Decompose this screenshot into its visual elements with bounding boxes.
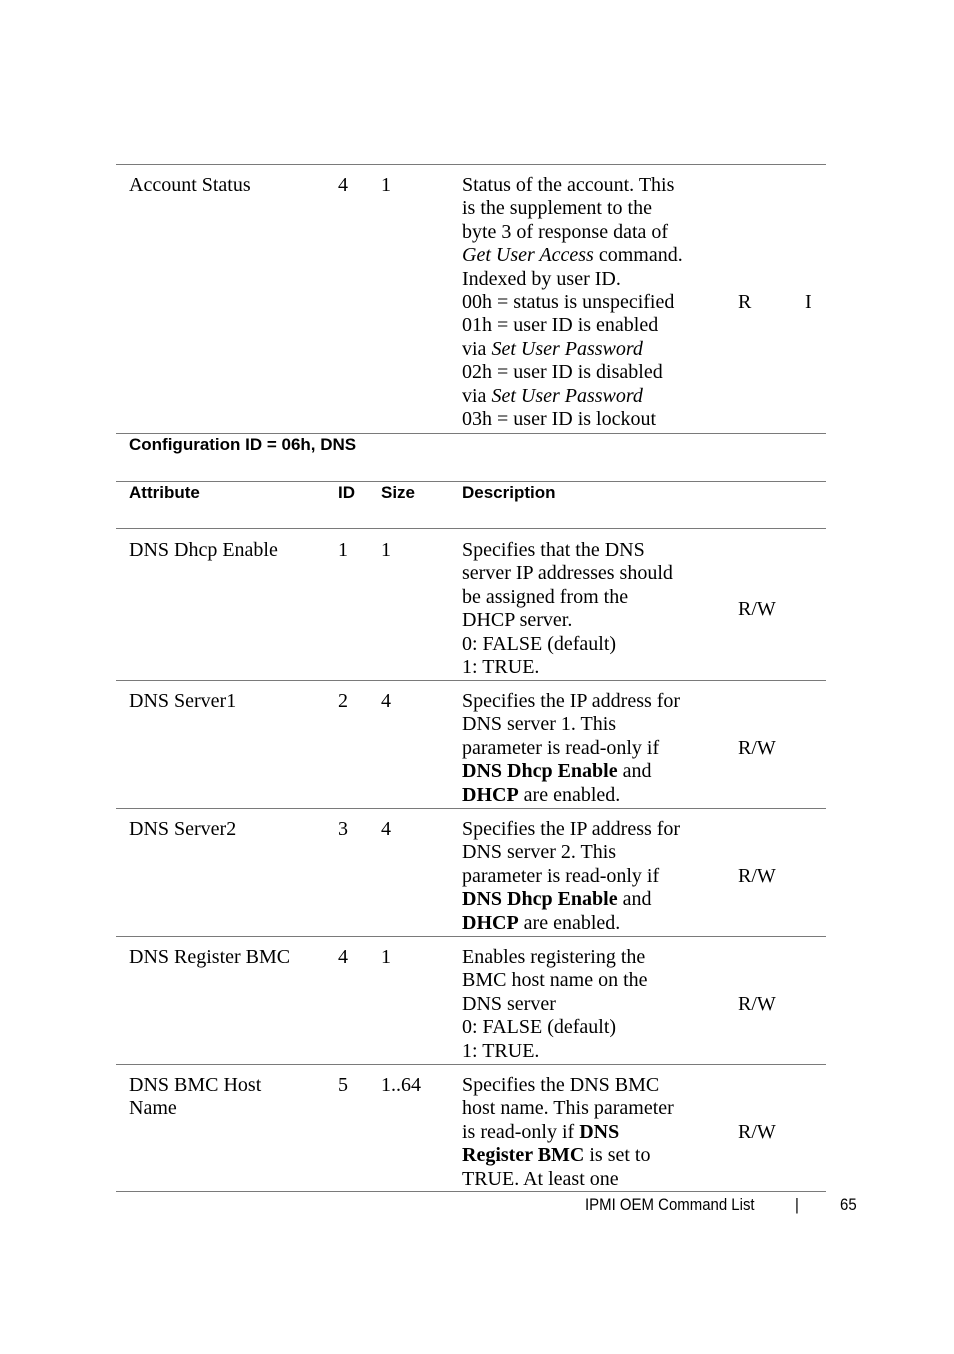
description-line: Enables registering the [462, 946, 646, 968]
configuration-heading: Configuration ID = 06h, DNS [129, 435, 357, 454]
size-cell: 1..64 [381, 1074, 421, 1096]
rule-header-top [116, 481, 826, 482]
rule-after-account-status [116, 433, 826, 434]
description-line: server IP addresses should [462, 562, 673, 585]
description-line: DNS Dhcp Enable and [462, 760, 652, 783]
description-line: DNS server 2. This [462, 841, 617, 864]
rule-row-5 [116, 1191, 826, 1192]
access-cell: R/W [738, 864, 776, 887]
rule-header-bottom [116, 528, 826, 529]
description-line: byte 3 of response data of [462, 220, 669, 243]
footer-title: IPMI OEM Command List [585, 1195, 755, 1214]
description-line: is read-only if DNS [462, 1120, 620, 1143]
description-line: TRUE. At least one [462, 1167, 619, 1190]
description-line: 0: FALSE (default) [462, 1016, 617, 1039]
access-cell: R [738, 291, 752, 313]
description-line: 1: TRUE. [462, 656, 540, 679]
rule-top [116, 164, 826, 165]
description-line: DHCP are enabled. [462, 783, 621, 806]
description-cell [462, 174, 683, 431]
id-cell: 2 [338, 690, 348, 712]
description-line: be assigned from the [462, 585, 629, 608]
description-line: parameter is read-only if [462, 736, 660, 759]
id-cell: 1 [338, 539, 348, 561]
description-line: 1: TRUE. [462, 1039, 540, 1062]
description-line: DNS server [462, 992, 556, 1015]
rule-row-4 [116, 1064, 826, 1065]
description-cell [462, 818, 680, 935]
size-cell: 1 [381, 539, 391, 561]
size-cell: 1 [381, 174, 391, 196]
description-line: via Set User Password [462, 337, 643, 360]
access-cell: R/W [738, 597, 776, 620]
description-cell [462, 539, 673, 679]
attribute-cell: DNS Dhcp Enable [129, 539, 278, 561]
description-line: 01h = user ID is enabled [462, 314, 659, 337]
description-line: Specifies that the DNS [462, 539, 645, 561]
description-line: 0: FALSE (default) [462, 632, 617, 655]
description-line: Specifies the DNS BMC [462, 1074, 660, 1096]
description-line: parameter is read-only if [462, 864, 660, 887]
footer-separator: | [795, 1195, 799, 1214]
description-line: host name. This parameter [462, 1097, 674, 1120]
access-cell: R/W [738, 1120, 776, 1143]
size-cell: 4 [381, 690, 391, 712]
attribute-cell: DNS Server2 [129, 818, 237, 840]
id-cell: 4 [338, 174, 348, 196]
rule-row-1 [116, 680, 826, 681]
attribute-cell: Account Status [129, 174, 251, 196]
description-line: via Set User Password [462, 384, 643, 407]
description-line: 00h = status is unspecified [462, 291, 675, 314]
page-number: 65 [840, 1195, 857, 1214]
header-id: ID [338, 483, 355, 502]
id-cell: 4 [338, 946, 348, 968]
description-line: DHCP server. [462, 609, 573, 632]
description-line: DNS Dhcp Enable and [462, 888, 652, 911]
description-line: Register BMC is set to [462, 1144, 651, 1167]
description-line: Specifies the IP address for [462, 818, 681, 840]
header-description: Description [462, 483, 556, 502]
description-line: Get User Access command. [462, 244, 683, 267]
description-line: Specifies the IP address for [462, 690, 681, 712]
size-cell: 4 [381, 818, 391, 840]
description-cell [462, 946, 648, 1063]
description-line: Indexed by user ID. [462, 267, 621, 290]
attribute-cell: DNS BMC Host Name [129, 1074, 262, 1120]
rule-row-3 [116, 936, 826, 937]
attribute-cell: DNS Register BMC [129, 946, 291, 968]
rule-row-2 [116, 808, 826, 809]
header-attribute: Attribute [129, 483, 200, 502]
description-cell [462, 690, 680, 807]
id-cell: 3 [338, 818, 348, 840]
header-size: Size [381, 483, 416, 502]
attribute-cell: DNS Server1 [129, 690, 237, 712]
description-line: DNS server 1. This [462, 713, 617, 736]
description-line: DHCP are enabled. [462, 911, 621, 934]
description-line: 02h = user ID is disabled [462, 361, 663, 384]
description-line: Status of the account. This [462, 174, 675, 196]
access-cell: R/W [738, 736, 776, 759]
access-cell: R/W [738, 992, 776, 1015]
id-cell: 5 [338, 1074, 348, 1096]
description-line: 03h = user ID is lockout [462, 408, 657, 431]
description-line: BMC host name on the [462, 969, 648, 992]
size-cell: 1 [381, 946, 391, 968]
description-line: is the supplement to the [462, 197, 652, 220]
extra-flag-cell: I [805, 291, 812, 313]
description-cell [462, 1074, 674, 1191]
